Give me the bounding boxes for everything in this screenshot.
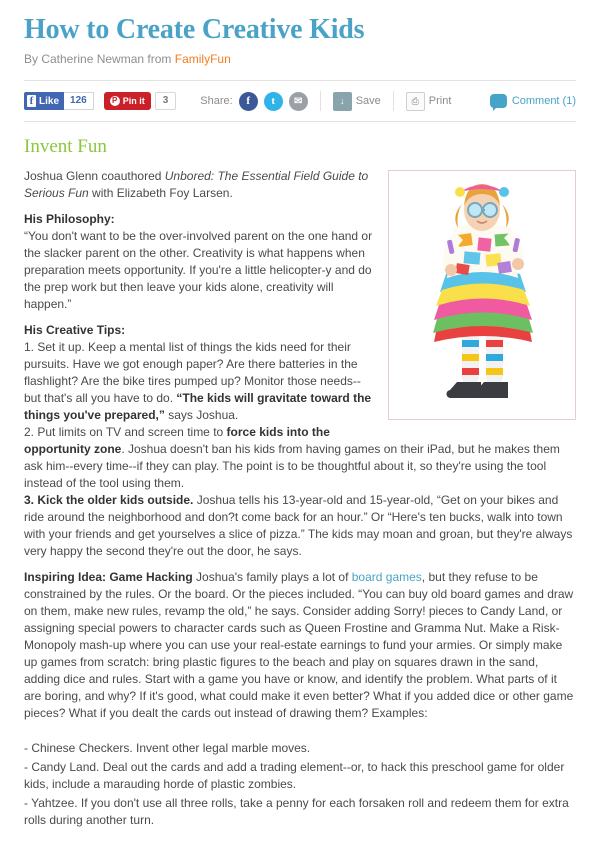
intro-text-2: with Elizabeth Foy Larsen.	[88, 186, 233, 200]
pinterest-widget[interactable]	[104, 92, 177, 110]
tip-3-heading: 3. Kick the older kids outside.	[24, 493, 194, 507]
tip-1-text-a: 1. Set it up. Keep a mental list of things the kids need for their pursuits. Have we got enough paper? Are there batteries in the flashlight? Are the bike tires pumped up? Monitor those needs--but that's all you have to do.	[24, 340, 361, 405]
tip-2-emphasis: force kids into the opportunity zone	[24, 425, 330, 456]
print-button[interactable]	[406, 92, 452, 111]
tip-2-text-b: . Joshua doesn't ban his kids from having games on their iPad, but he makes them ask him--every time--if they can play. The point is to be thoughtful about it, so they're using the tool instead of the tool using them.	[24, 442, 560, 490]
pinterest-label: Pin it	[122, 96, 145, 106]
tips-heading: His Creative Tips:	[24, 323, 126, 337]
tip-1-quote: “The kids will gravitate toward the things you've prepared,”	[24, 391, 372, 422]
inspiring-idea-paragraph	[24, 569, 576, 722]
facebook-like-label: Like	[39, 95, 60, 107]
byline-author: By Catherine Newman from	[24, 52, 175, 66]
comment-label: Comment (1)	[511, 95, 576, 107]
byline-brand-link[interactable]: FamilyFun	[174, 52, 231, 66]
intro-text-1: Joshua Glenn coauthored	[24, 169, 165, 183]
section-heading: Invent Fun	[24, 136, 107, 157]
facebook-icon: f	[27, 95, 36, 107]
page-title: How to Create Creative Kids	[24, 14, 365, 45]
article-page	[0, 14, 600, 845]
girl-in-colorful-costume-photo	[394, 176, 570, 414]
example-item: - Yahtzee. If you don't use all three rolls, take a penny for each forsaken roll and redeem them for extra rolls during another turn.	[24, 796, 569, 827]
philosophy-heading: His Philosophy:	[24, 212, 115, 226]
book-title: Unbored: The Essential Field Guide to Serious Fun	[24, 169, 369, 200]
pinterest-icon: P	[110, 96, 120, 106]
tip-1-text-b: says Joshua.	[164, 408, 239, 422]
inspiring-idea-heading: Inspiring Idea: Game Hacking	[24, 570, 193, 584]
examples-spacer	[24, 731, 576, 740]
example-item: - Chinese Checkers. Invent other legal marble moves.	[24, 741, 311, 755]
share-facebook-icon[interactable]: f	[239, 92, 258, 111]
board-games-link[interactable]: board games	[351, 570, 422, 584]
save-icon: ↓	[333, 92, 352, 111]
print-label: Print	[428, 95, 452, 107]
comment-bubble-icon	[490, 94, 507, 108]
example-item: - Candy Land. Deal out the cards and add a trading element--or, to hack this preschool game for older kids, include a marauding horde of plastic zombies.	[24, 760, 565, 791]
idea-text-a: Joshua's family plays a lot of	[192, 570, 352, 584]
share-divider-2	[393, 91, 394, 111]
facebook-like-widget[interactable]	[24, 92, 94, 110]
tip-3-body: Joshua tells his 13-year-old and 15-year-old, “Get on your bikes and ride around the neighborhood and don?t come back for an hour.” Or “Here's ten bucks, walk into town with your friends and get yourselves a slice of pizza.” The kids may moan and groan, but they're always very happy the second they're out the door, he says.	[24, 493, 573, 558]
share-email-icon[interactable]: ✉	[289, 92, 308, 111]
print-icon: ⎙	[406, 92, 425, 111]
comment-button[interactable]	[490, 94, 576, 108]
pinterest-pin-button[interactable]	[104, 92, 151, 110]
save-label: Save	[355, 95, 381, 107]
share-label: Share:	[200, 95, 233, 107]
save-button[interactable]	[333, 92, 381, 111]
article-body	[24, 168, 576, 829]
pinterest-count: 3	[155, 92, 177, 110]
facebook-like-button[interactable]	[24, 92, 64, 110]
facebook-like-count: 126	[64, 92, 94, 110]
idea-text-b: , but they refuse to be constrained by the rules. Or the board. Or the pieces included. “You can buy old board games and draw on them, make new rules, revamp the old,” he says. Consider adding Sorry! pieces to Candy Land, or assigning special powers to character cards such as Queen Frostine and Gramma Nut. Make a Risk-Monopoly mash-up where you can use your real-estate earnings to fund your armies. Or simply make up games from scratch: bring plastic figures to the beach and play on squares drawn in the sand, adding dice and rules. Start with a game you have or know, and identify the problem. What parts of it are boring, and why? If it's good, what could make it even better? What if you added dice or other game pieces? What if you dealt the cards out instead of drawing them? Examples:	[24, 570, 574, 720]
byline	[24, 52, 576, 66]
philosophy-body: “You don't want to be the over-involved parent on the one hand or the slacker parent on the other. Creativity is what happens when preparation meets opportunity. If you're a little helicopter-y and do the prep work but then leave your kids alone, creativity will happen.”	[24, 229, 373, 311]
share-twitter-icon[interactable]: t	[264, 92, 283, 111]
share-divider-1	[320, 91, 321, 111]
article-figure	[388, 170, 576, 420]
share-bar	[24, 81, 576, 122]
tip-2-text-a: 2. Put limits on TV and screen time to	[24, 425, 227, 439]
